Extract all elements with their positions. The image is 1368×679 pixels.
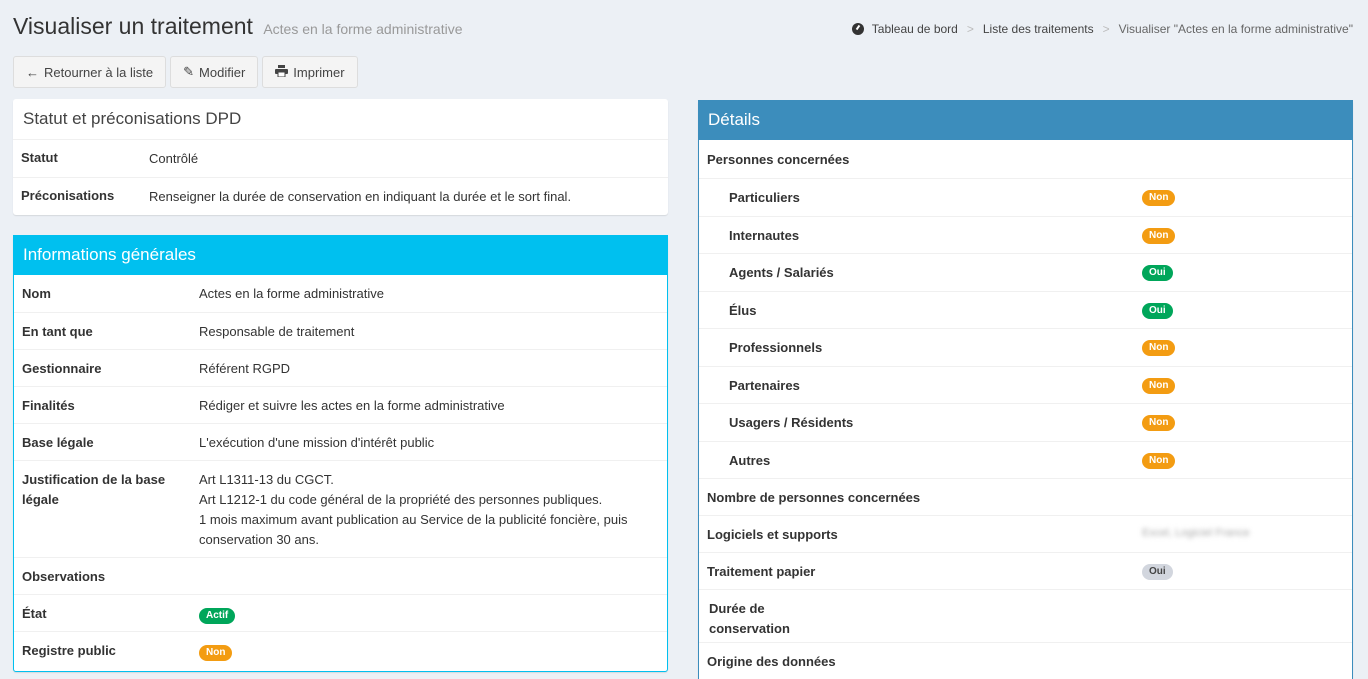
info-row-etat <box>14 594 667 631</box>
statut-box-title: Statut et préconisations DPD <box>13 99 668 140</box>
edit-button[interactable] <box>170 56 258 88</box>
nom-value: Actes en la forme administrative <box>199 286 384 301</box>
personne-badge: Non <box>1142 340 1175 356</box>
personne-label: Usagers / Résidents <box>729 415 854 430</box>
breadcrumb <box>852 22 1353 36</box>
personne-badge: Non <box>1142 453 1175 469</box>
print-button[interactable] <box>262 56 357 88</box>
general-info-title: Informations générales <box>13 235 668 275</box>
personne-badge: Non <box>1142 378 1175 394</box>
logiciels-label: Logiciels et supports <box>707 527 838 542</box>
personne-label: Internautes <box>729 227 800 243</box>
statut-label: Statut <box>21 150 58 165</box>
finalites-value: Rédiger et suivre les actes en la forme administrative <box>199 398 505 413</box>
en-tant-que-value: Responsable de traitement <box>199 324 355 339</box>
justification-label: Justification de la base légale <box>22 472 166 507</box>
personne-badge: Non <box>1142 415 1175 431</box>
info-row-registre-public <box>14 631 667 668</box>
info-row-base-legale <box>14 423 667 460</box>
registre-public-badge: Non <box>199 645 232 661</box>
details-title: Détails <box>698 100 1353 140</box>
base-legale-value: L'exécution d'une mission d'intérêt public <box>199 435 435 450</box>
statut-row <box>13 140 668 177</box>
observations-label: Observations <box>22 569 106 584</box>
breadcrumb-list[interactable]: Liste des traitements <box>982 22 1094 36</box>
info-row-en-tant-que <box>14 312 667 349</box>
edit-label: Modifier <box>199 64 246 80</box>
personne-row <box>699 216 1352 254</box>
statut-box <box>13 99 668 215</box>
papier-badge: Oui <box>1142 564 1173 580</box>
info-row-justification <box>14 460 667 557</box>
duree-label-line: Durée de <box>709 601 765 616</box>
nom-label: Nom <box>22 286 51 301</box>
breadcrumb-dashboard[interactable]: Tableau de bord <box>871 22 958 36</box>
base-legale-label: Base légale <box>22 435 94 450</box>
personne-row <box>699 366 1352 404</box>
justification-line: conservation 30 ans. <box>199 532 319 547</box>
pencil-icon: ✎ <box>183 64 195 79</box>
info-row-finalites <box>14 386 667 423</box>
print-label: Imprimer <box>293 64 345 80</box>
dashboard-icon <box>852 23 864 35</box>
page-title <box>13 13 463 40</box>
etat-label: État <box>22 606 47 621</box>
toolbar <box>13 56 358 88</box>
back-label: Retourner à la liste <box>44 64 154 80</box>
personne-row <box>699 441 1352 479</box>
personnes-section-label: Personnes concernées <box>707 152 850 167</box>
logiciels-value: Excel, Logiciel France <box>1142 527 1250 539</box>
preconisations-row <box>13 177 668 214</box>
personne-row <box>699 328 1352 366</box>
registre-public-label: Registre public <box>22 643 116 658</box>
duree-label-line: conservation <box>709 621 790 636</box>
arrow-left-icon: ← <box>26 64 39 80</box>
personne-label: Autres <box>729 452 771 468</box>
nombre-row <box>699 478 1352 515</box>
personne-label: Élus <box>729 302 757 318</box>
printer-icon <box>275 65 288 80</box>
origine-label: Origine des données <box>707 654 836 669</box>
justification-line: 1 mois maximum avant publication au Service de la publicité foncière, puis <box>199 512 628 527</box>
origine-row <box>699 642 1352 679</box>
breadcrumb-separator: > <box>966 22 974 36</box>
info-row-gestionnaire <box>14 349 667 386</box>
personnes-section <box>699 140 1352 178</box>
personne-label: Professionnels <box>729 340 823 355</box>
personne-label: Agents / Salariés <box>729 265 834 280</box>
gestionnaire-value: Référent RGPD <box>199 361 291 376</box>
back-to-list-button[interactable] <box>13 56 166 88</box>
page-subtitle: Actes en la forme administrative <box>263 21 463 37</box>
personne-row <box>699 291 1352 329</box>
breadcrumb-separator: > <box>1102 22 1110 36</box>
personne-row <box>699 403 1352 441</box>
justification-line: Art L1212-1 du code général de la propriété des personnes publiques. <box>199 492 603 507</box>
personne-row <box>699 253 1352 291</box>
papier-label: Traitement papier <box>707 564 816 579</box>
personne-badge: Non <box>1142 228 1175 244</box>
preconisations-value: Renseigner la durée de conservation en indiquant la durée et le sort final. <box>149 189 572 204</box>
general-info-box <box>13 235 668 672</box>
gestionnaire-label: Gestionnaire <box>22 361 102 376</box>
duree-label <box>709 599 790 639</box>
personne-label: Particuliers <box>729 190 800 205</box>
papier-row <box>699 552 1352 589</box>
personne-badge: Oui <box>1142 303 1173 319</box>
personne-badge: Non <box>1142 190 1175 206</box>
logiciels-row <box>699 515 1352 552</box>
duree-row <box>699 589 1352 642</box>
preconisations-label: Préconisations <box>21 188 115 203</box>
etat-badge: Actif <box>199 608 235 624</box>
info-row-observations <box>14 557 667 594</box>
justification-value <box>199 470 628 550</box>
personne-badge: Oui <box>1142 265 1173 281</box>
justification-line: Art L1311-13 du CGCT. <box>199 472 334 487</box>
page-title-text: Visualiser un traitement <box>13 13 253 39</box>
details-box <box>698 100 1353 679</box>
breadcrumb-current: Visualiser "Actes en la forme administrative" <box>1118 22 1353 36</box>
nombre-label: Nombre de personnes concernées <box>707 490 921 505</box>
en-tant-que-label: En tant que <box>22 324 93 339</box>
finalites-label: Finalités <box>22 398 75 413</box>
personne-label: Partenaires <box>729 377 800 393</box>
statut-value: Contrôlé <box>149 151 199 166</box>
info-row-nom <box>14 275 667 312</box>
personne-row <box>699 178 1352 216</box>
